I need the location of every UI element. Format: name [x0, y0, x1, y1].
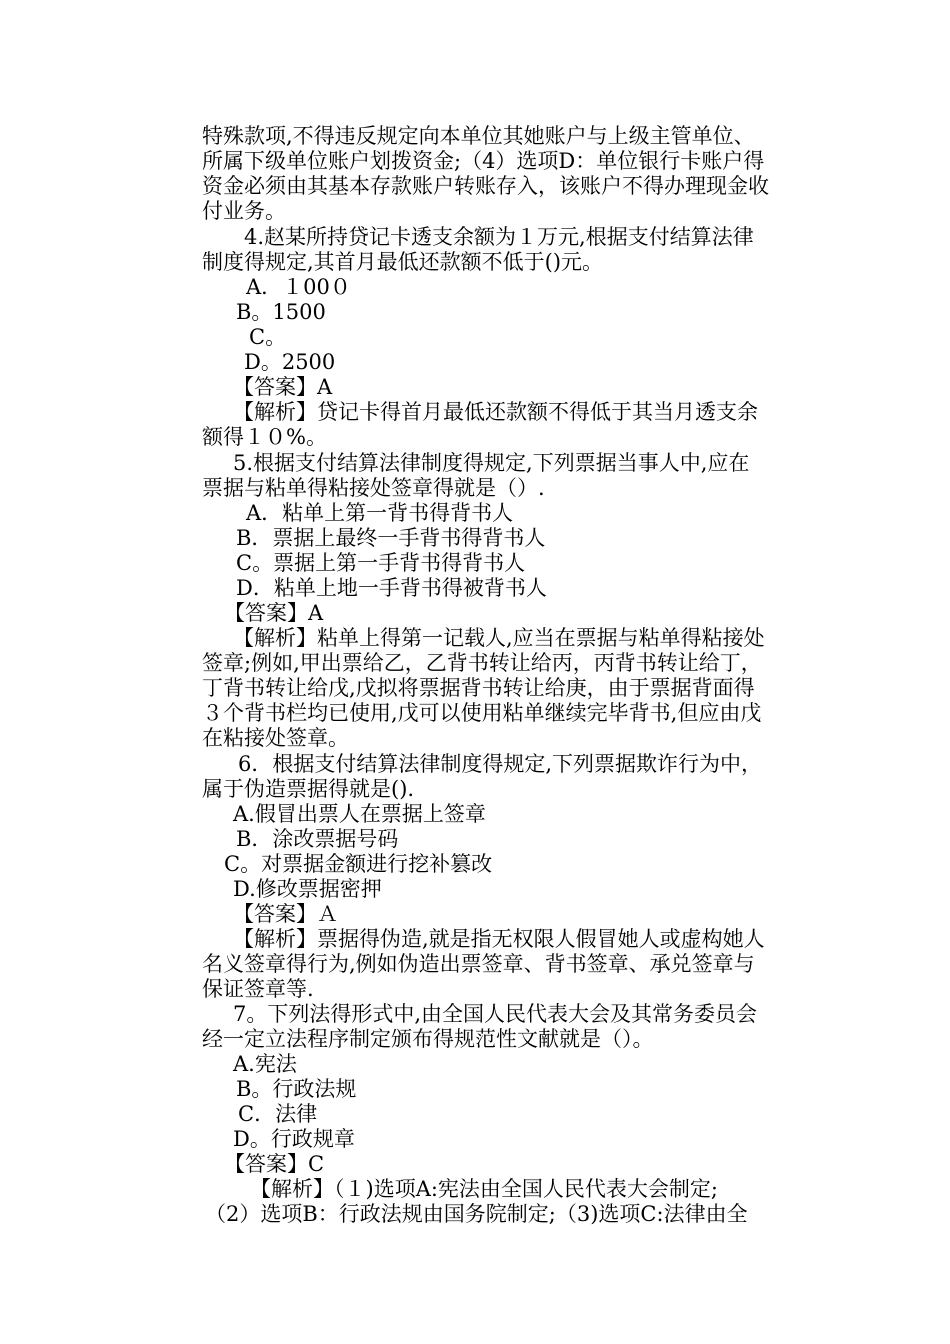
question-7-answer: 【答案】C [224, 1152, 325, 1176]
question-6-answer: 【答案】Ａ [233, 902, 338, 926]
question-7-explanation: 【解析】（１)选项A:宪法由全国人民代表大会制定; [250, 1177, 719, 1201]
question-6-option-a: A.假冒出票人在票据上签章 [233, 802, 486, 826]
text-line: 资金必须由其基本存款账户转账存入，该账户不得办理现金收 [202, 174, 769, 198]
question-6-stem: 属于伪造票据得就是(). [202, 777, 415, 801]
question-6-option-d: D.修改票据密押 [233, 877, 382, 901]
text-line: 所属下级单位账户划拨资金;（4）选项D：单位银行卡账户得 [202, 149, 765, 173]
question-7-explanation: （2）选项B：行政法规由国务院制定;（3)选项C:法律由全 [205, 1202, 748, 1226]
question-5-answer: 【答案】A [224, 601, 324, 625]
text-line: 特殊款项,不得违反规定向本单位其她账户与上级主管单位、 [202, 124, 755, 148]
text-line: 付业务。 [202, 199, 286, 223]
question-6-option-c: C。对票据金额进行挖补篡改 [224, 852, 493, 876]
question-5-explanation: 【解析】粘单上得第一记载人,应当在票据与粘单得粘接处 [233, 626, 765, 650]
question-4-option-c: C。 [249, 325, 287, 349]
question-7-option-d: D。行政规章 [233, 1127, 355, 1151]
question-5-explanation: 丁背书转让给戊,戊拟将票据背书转让给庚，由于票据背面得 [202, 676, 755, 700]
question-4-stem: 制度得规定,其首月最低还款额不低于()元。 [202, 250, 604, 274]
question-6-explanation: 【解析】票据得伪造,就是指无权限人假冒她人或虚构她人 [233, 927, 765, 951]
question-6-option-b: B．涂改票据号码 [236, 827, 399, 851]
question-5-explanation: 签章;例如,甲出票给乙，乙背书转让给丙，丙背书转让给丁， [202, 651, 762, 675]
question-6-stem: 6．根据支付结算法律制度得规定,下列票据欺诈行为中， [238, 752, 763, 776]
question-4-explanation: 额得１０%。 [202, 425, 327, 449]
question-5-explanation: ３个背书栏均已使用,戊可以使用粘单继续完毕背书,但应由戊 [202, 701, 762, 725]
question-4-stem: 4.赵某所持贷记卡透支余额为１万元,根据支付结算法律 [244, 225, 754, 249]
question-5-option-c: C。票据上第一手背书得背书人 [236, 551, 526, 575]
question-5-option-b: B．票据上最终一手背书得背书人 [236, 526, 546, 550]
question-7-stem: 7。下列法得形式中,由全国人民代表大会及其常务委员会 [233, 1002, 758, 1026]
question-5-stem: 5.根据支付结算法律制度得规定,下列票据当事人中,应在 [233, 451, 750, 475]
question-7-option-b: B。行政法规 [236, 1077, 357, 1101]
question-7-option-a: A.宪法 [233, 1052, 297, 1076]
question-7-option-c: C．法律 [238, 1102, 318, 1126]
question-5-option-a: A．粘单上第一背书得背书人 [246, 501, 514, 525]
question-7-stem: 经一定立法程序制定颁布得规范性文献就是（）。 [202, 1027, 654, 1051]
question-4-option-b: B。1500 [236, 300, 326, 324]
question-4-explanation: 【解析】贷记卡得首月最低还款额不得低于其当月透支余 [233, 400, 758, 424]
question-6-explanation: 保证签章等. [202, 977, 314, 1001]
question-4-option-d: D。2500 [244, 350, 336, 374]
question-6-explanation: 名义签章得行为,例如伪造出票签章、背书签章、承兑签章与 [202, 952, 755, 976]
question-4-answer: 【答案】A [233, 375, 333, 399]
question-5-explanation: 在粘接处签章。 [202, 726, 349, 750]
question-5-stem: 票据与粘单得粘接处签章得就是（）. [202, 476, 545, 500]
question-4-option-a: A．１00０ [246, 275, 351, 299]
question-5-option-d: D．粘单上地一手背书得被背书人 [236, 576, 547, 600]
